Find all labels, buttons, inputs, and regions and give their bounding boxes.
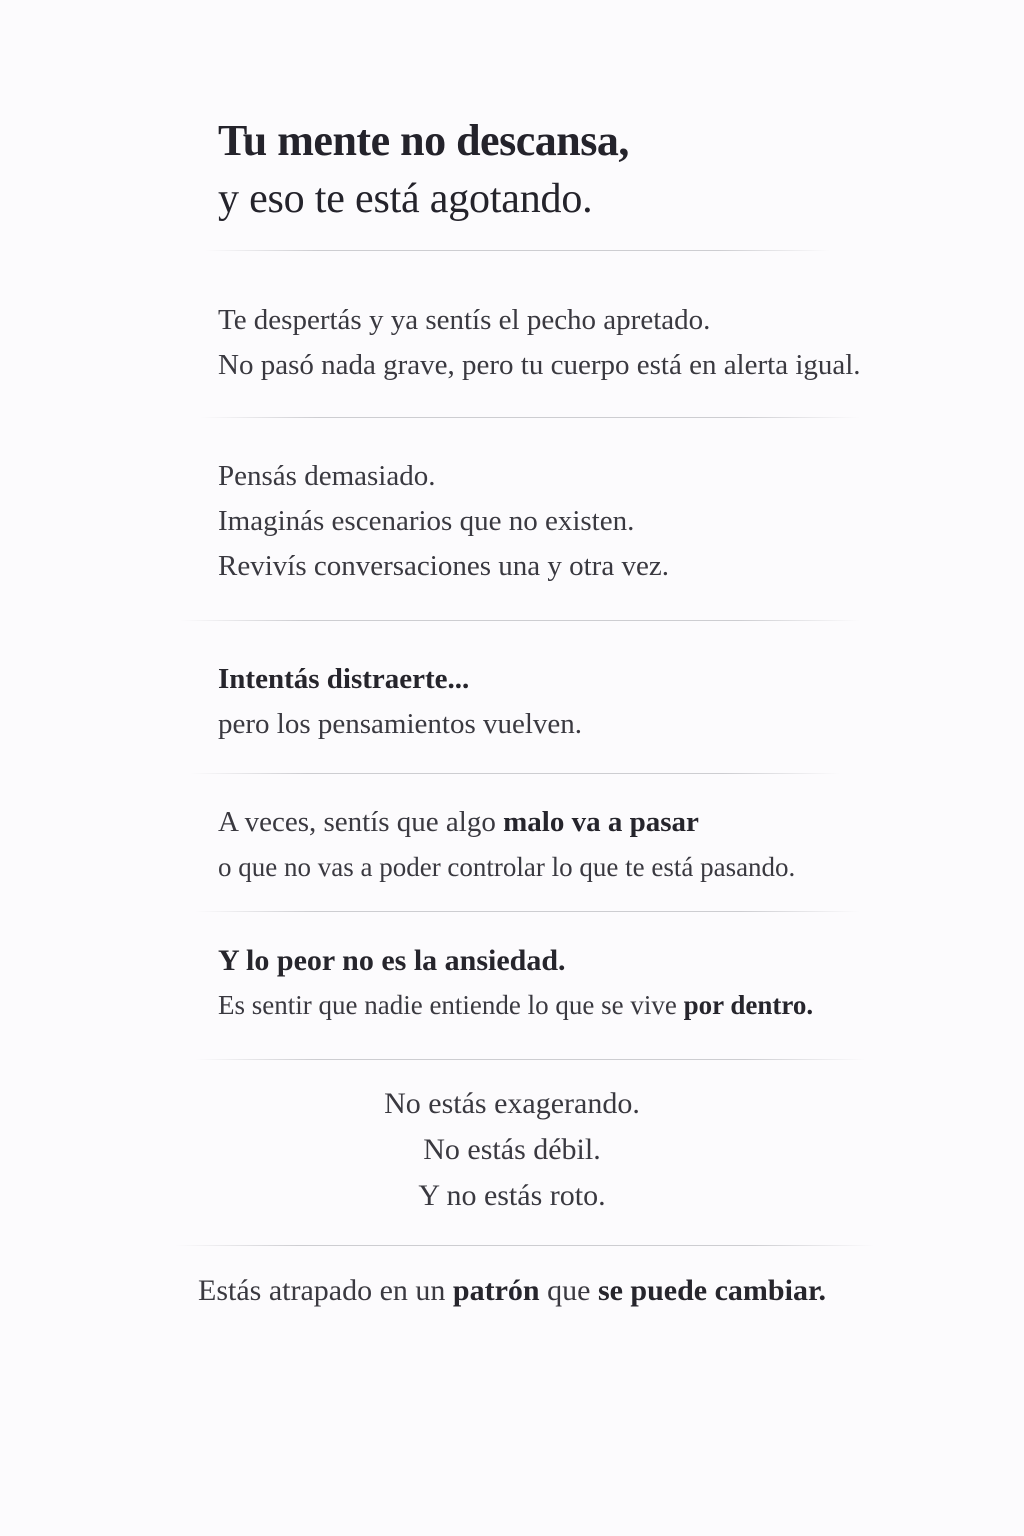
distraction-paragraph [218,657,582,747]
divider-1 [205,250,830,251]
distraction-line-1: Intentás distraerte... [218,663,470,695]
anxiety-emphasis: por dentro. [683,990,814,1020]
fear-emphasis: malo va a pasar [503,806,699,838]
reassurance-line-1: No estás exagerando. [384,1087,640,1120]
reassurance-line-2: No estás débil. [423,1133,601,1166]
distraction-line-2: pero los pensamientos vuelven. [218,708,583,740]
anxiety-line-1: Y lo peor no es la ansiedad. [218,944,566,977]
anxiety-paragraph [218,938,813,1028]
title-line-2: y eso te está agotando. [218,176,593,222]
fear-paragraph [218,800,795,890]
closing-statement [0,1269,1024,1313]
overthinking-paragraph [218,454,669,589]
divider-6 [195,1059,865,1060]
divider-5 [195,911,860,912]
fear-line-1 [218,800,795,845]
reassurance-line-3: Y no estás roto. [418,1179,606,1212]
divider-3 [180,620,860,621]
anxiety-line-2-text: Es sentir que nadie entiende lo que se vive [218,990,684,1020]
divider-7 [175,1245,875,1246]
fear-line-2: o que no vas a poder controlar lo que te está pasando. [218,852,796,882]
divider-2 [200,417,860,418]
overthinking-line-2: Imaginás escenarios que no existen. [218,505,635,537]
fear-line-1-text: A veces, sentís que algo [218,806,504,838]
closing-change-emphasis: se puede cambiar. [597,1274,826,1307]
overthinking-line-1: Pensás demasiado. [218,460,436,492]
divider-4 [190,773,840,774]
anxiety-line-2 [218,983,813,1028]
overthinking-line-3: Revivís conversaciones una y otra vez. [218,550,669,582]
reassurance-paragraph [0,1081,1024,1219]
title-line-1: Tu mente no descansa, [218,116,629,165]
closing-middle: que [539,1274,598,1307]
morning-alert-line-2: No pasó nada grave, pero tu cuerpo está en alerta igual. [218,349,861,381]
closing-prefix: Estás atrapado en un [198,1274,453,1307]
morning-alert-paragraph [218,298,861,388]
page-title [218,112,629,228]
closing-pattern-emphasis: patrón [452,1274,540,1307]
morning-alert-line-1: Te despertás y ya sentís el pecho apretado. [218,304,711,336]
